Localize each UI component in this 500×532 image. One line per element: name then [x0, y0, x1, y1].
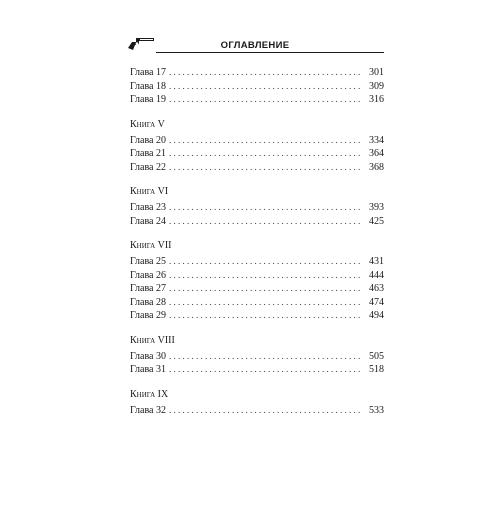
- toc-entry[interactable]: [130, 201, 384, 215]
- running-header: [126, 38, 384, 54]
- page-number: 505: [369, 350, 384, 362]
- toc-entry[interactable]: [130, 404, 384, 418]
- book-section: [130, 239, 384, 323]
- dot-leader: [169, 350, 363, 364]
- book-section: [130, 334, 384, 377]
- dot-leader: [169, 147, 363, 161]
- chapter-label: Глава 19: [130, 94, 166, 105]
- chapter-label: Глава 25: [130, 256, 166, 267]
- header-rule: [156, 52, 384, 53]
- dot-leader: [169, 215, 363, 229]
- chapter-label: Глава 17: [130, 67, 166, 78]
- chapter-label: Глава 26: [130, 269, 166, 281]
- toc-entry[interactable]: [130, 80, 384, 94]
- book-title: Книга VII: [130, 240, 172, 251]
- page-number: 316: [369, 94, 384, 105]
- page-number: 301: [369, 67, 384, 78]
- chapter-label: Глава 22: [130, 161, 166, 173]
- dot-leader: [169, 255, 363, 269]
- dot-leader: [169, 296, 363, 310]
- page-number: 431: [369, 256, 384, 267]
- dot-leader: [169, 93, 363, 107]
- page-number: 444: [369, 269, 384, 281]
- page-number: 393: [369, 202, 384, 213]
- page-number: 334: [369, 134, 384, 146]
- chapter-label: Глава 30: [130, 350, 166, 362]
- book-title: Книга V: [130, 118, 165, 130]
- toc-entry[interactable]: [130, 309, 384, 323]
- book-section: [130, 388, 384, 418]
- book-title: Книга IX: [130, 388, 169, 400]
- dot-leader: [169, 363, 363, 377]
- book-title: Книга VI: [130, 186, 169, 197]
- toc-entry[interactable]: [130, 147, 384, 161]
- dot-leader: [169, 269, 363, 283]
- chapter-label: Глава 23: [130, 202, 166, 213]
- page-number: 309: [369, 80, 384, 92]
- book-section: [130, 185, 384, 228]
- header-title: ОГЛАВЛЕНИЕ: [220, 40, 290, 51]
- toc-entry[interactable]: [130, 66, 384, 80]
- dot-leader: [169, 309, 363, 323]
- dot-leader: [169, 66, 363, 80]
- dot-leader: [169, 404, 363, 418]
- toc-entry[interactable]: [130, 93, 384, 107]
- book-title: Книга VIII: [130, 334, 175, 346]
- page-number: 364: [369, 148, 384, 159]
- toc-entry[interactable]: [130, 269, 384, 283]
- toc-entry[interactable]: [130, 350, 384, 364]
- toc-entry[interactable]: [130, 134, 384, 148]
- toc-lead-group: [130, 66, 384, 107]
- toc-entry[interactable]: [130, 255, 384, 269]
- toc-entry[interactable]: [130, 215, 384, 229]
- page-number: 463: [369, 283, 384, 294]
- page-number: 518: [369, 364, 384, 375]
- dot-leader: [169, 80, 363, 94]
- toc-entry[interactable]: [130, 296, 384, 310]
- toc-entry[interactable]: [130, 161, 384, 175]
- page-number: 425: [369, 215, 384, 227]
- page-number: 368: [369, 161, 384, 173]
- chapter-label: Глава 28: [130, 296, 166, 308]
- chapter-label: Глава 18: [130, 80, 166, 92]
- chapter-label: Глава 32: [130, 404, 166, 416]
- dot-leader: [169, 134, 363, 148]
- chapter-label: Глава 24: [130, 215, 166, 227]
- dot-leader: [169, 201, 363, 215]
- chapter-label: Глава 20: [130, 134, 166, 146]
- table-of-contents: [130, 66, 384, 417]
- dot-leader: [169, 282, 363, 296]
- chapter-label: Глава 27: [130, 283, 166, 294]
- chapter-label: Глава 29: [130, 310, 166, 321]
- dot-leader: [169, 161, 363, 175]
- chapter-label: Глава 21: [130, 148, 166, 159]
- page-number: 494: [369, 310, 384, 321]
- book-section: [130, 118, 384, 175]
- page-number: 533: [369, 404, 384, 416]
- toc-entry[interactable]: [130, 282, 384, 296]
- chapter-label: Глава 31: [130, 364, 166, 375]
- toc-entry[interactable]: [130, 363, 384, 377]
- page-number: 474: [369, 296, 384, 308]
